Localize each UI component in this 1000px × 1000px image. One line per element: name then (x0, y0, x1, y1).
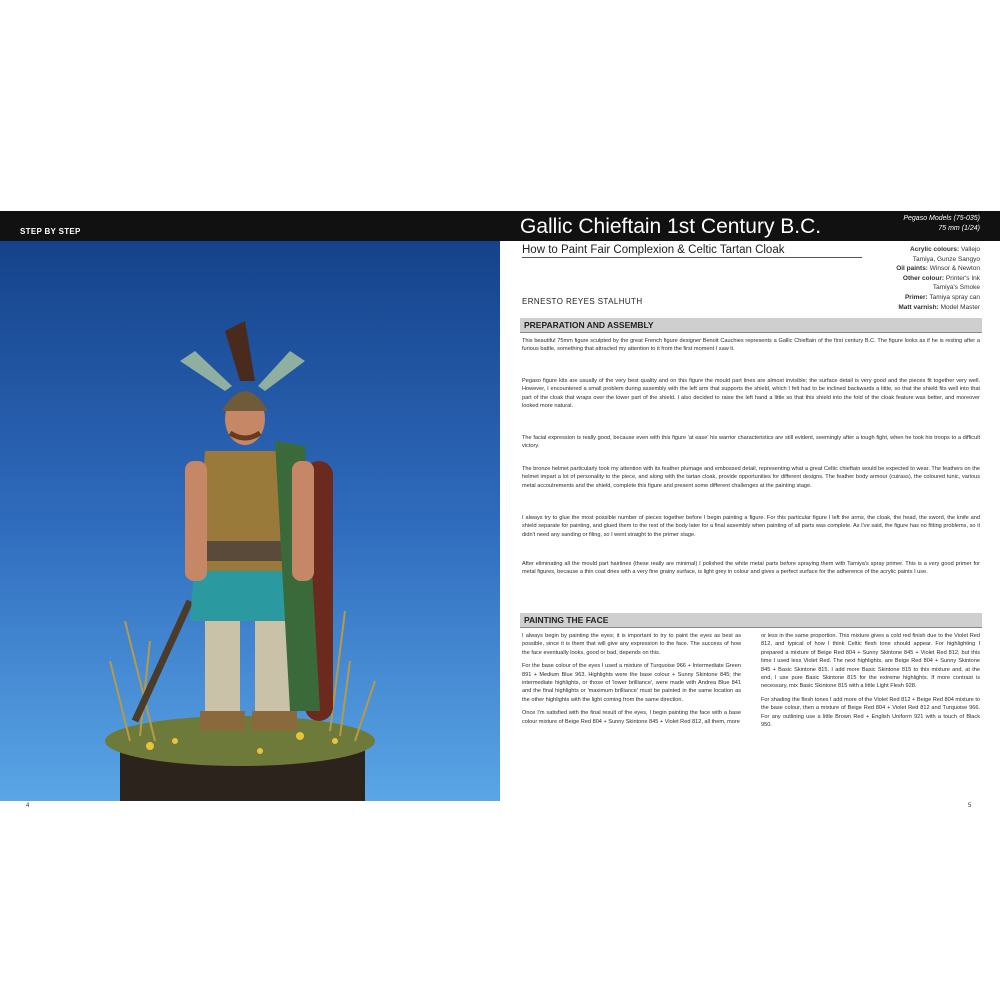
preparation-paragraph: Pegaso figure kits are usually of the very best quality and on this figure the mould part lines are almost invisible; the surface detail is very good and the pieces fit together very well. However, I encountered a small problem during assembly with the left arm that supports the shield, which I felt had to be inclined backwards a little, so that the shield fits well into that part of the cloak that wraps over the lower part of the shield. I also decided to raise the left hand a little so that this shield into the fold of the cloak feature was better, and moreover looked more natural. (522, 378, 980, 410)
materials-item: Acrylic colours: Vallejo (910, 246, 980, 253)
materials-item: Tamiya's Smoke (932, 284, 980, 292)
page-number-right: 5 (968, 803, 972, 809)
materials-item: Oil paints: Winsor & Newton (896, 265, 980, 273)
materials-item: Tamiya, Gunze Sangyo (912, 255, 980, 263)
face-paragraph: Once I'm satisfied with the final result of the eyes, I begin painting the face with a base colour mixture of Beige Red 804 + Sunny Skintone 845 + Violet Red 812, all them, more (522, 710, 741, 725)
model-ref-line2: 75 mm (1/24) (938, 225, 980, 232)
preparation-paragraph: The facial expression is really good, because even with this figure 'at ease' his warrior characteristics are still evident, seemingly after a tough fight, when he took his troops to a difficult victory. (522, 435, 980, 450)
model-reference (903, 214, 980, 234)
gallic-chieftain-figure-illustration (0, 241, 500, 801)
face-right-column (761, 632, 980, 734)
preparation-paragraph: I always try to glue the most possible number of pieces together before I begin painting a figure. For this particular figure I left the arms, the cloak, the head, the sword, the knife and shield separate for painting, and glued them to the rest of the body later for a final assembly when painting of all parts was complete. As I've said, the figure has no fitting problems, so it didn't need any sanding or filing, so I went straight to the primer stage. (522, 515, 980, 538)
materials-item: Other colour: Printer's Ink (902, 274, 980, 282)
face-heading: PAINTING THE FACE (524, 615, 609, 625)
materials-item: Matt varnish: Model Master (898, 303, 980, 311)
face-paragraph: I always begin by painting the eyes; it is important to try to paint the eyes as best as possible, since it is them that will give any expression to the face. The success of how the face eventually looks, good or bad, depends on this. (522, 633, 741, 656)
materials-list (852, 245, 980, 312)
preparation-paragraph: After eliminating all the mould part hairlines (these really are minimal) I polished the white metal parts before spraying them with Tamiya's spray primer. This is a very good primer for metal figures, because a thin coat dries with a very fine grainy surface, is light grey in colour and gives a perfect surface for the adherence of the acrylic paints I use. (522, 561, 980, 576)
preparation-heading-bar (520, 318, 982, 333)
preparation-paragraph: The bronze helmet particularly took my attention with its feather plumage and embossed detail, representing what a great Celtic chieftain would be expected to wear. The feathers on the helmet impart a lot of personality to the piece, and along with the tartan cloak, provide opportunities for different designs. The feather body armour (cuirass), the coloured tunic, various metal accoutrements and the shield, complete this figure and present some different challenges at the painting stage. (522, 466, 980, 489)
author-name: ERNESTO REYES STALHUTH (522, 297, 643, 306)
model-ref-line1: Pegaso Models (75-035) (903, 215, 980, 222)
face-paragraph: For the base colour of the eyes I used a mixture of Turquoise 966 + Intermediate Green 891 + Medium Blue 963. Highlights were the base colour + Sunny Skintone 845; the intermediate highlights, or those of 'lower brilliance', were made with Andrea Blue 841 and the final highlights or 'maximum brilliance' must be painted in the same location as the other highlights with the light coming from the same direction. (522, 663, 741, 703)
materials-item: Primer: Tamiya spray can (904, 293, 980, 301)
preparation-paragraph: This beautiful 75mm figure sculpted by the great French figure designer Benoit Cauchies represents a Gallic Chieftain of the first century B.C. The figure looks as if he is resting after a furious battle, something that attracted my attention to it from the first moment I saw it. (522, 338, 980, 353)
face-heading-bar (520, 613, 982, 628)
article-title: Gallic Chieftain 1st Century B.C. (520, 215, 822, 238)
article-subtitle: How to Paint Fair Complexion & Celtic Tartan Cloak (522, 244, 862, 258)
section-tag: STEP BY STEP (20, 227, 81, 236)
magazine-spread (0, 211, 1000, 821)
face-paragraph: or less in the same proportion. This mixture gives a cold red finish due to the Violet Red 812, and typical of how I think Celtic flesh tone should appear. For highlighting I prepared a mixture of Beige Red 804 + Sunny Skintone 845 + Violet Red 812, but this time I used less Violet Red. The next highlights, are Beige Red 804 + Sunny Skintone 845 + Basic Skintone 815. I add more Basic Skintone 815 to this mixture and, at the end, I use pure Basic Skintone 815 for the extreme highlights. If more contrast is necessary, mix Basic Skintone 815 with a little Light Flesh 928. (761, 633, 980, 690)
header-bar (0, 211, 1000, 241)
preparation-heading: PREPARATION AND ASSEMBLY (524, 320, 654, 330)
page-number-left: 4 (26, 803, 30, 809)
face-paragraph: For shading the flesh tones I add more of the Violet Red 812 + Beige Red 804 mixture to the base colour, then a mixture of Beige Red 804 + Violet Red 812 and Turquoise 966. For any outlining use a little Brown Red + English Uniform 921 with a touch of Black 950. (761, 696, 980, 729)
figure-photo (0, 241, 500, 801)
face-left-column (522, 632, 741, 731)
